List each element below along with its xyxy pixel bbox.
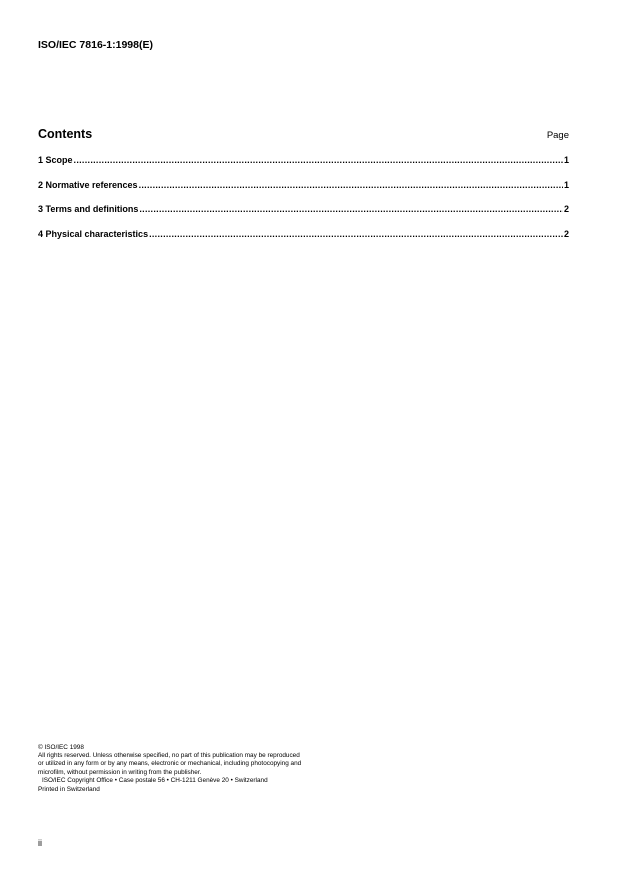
rights-statement: All rights reserved. Unless otherwise specified, no part of this publication may be reproduced (38, 752, 300, 760)
toc-entry-scope[interactable] (38, 155, 569, 180)
dot-leader (139, 204, 563, 214)
toc-entry-physical-characteristics[interactable] (38, 229, 569, 254)
rights-statement: microfilm, without permission in writing from the publisher. (38, 768, 202, 776)
printed-in: Printed in Switzerland (38, 786, 100, 794)
dot-leader (74, 155, 563, 165)
toc-entry-title: 2 Normative references (38, 179, 138, 190)
dot-leader (149, 229, 563, 239)
toc-entry-normative-references[interactable] (38, 180, 569, 205)
toc-entry-terms-and-definitions[interactable] (38, 204, 569, 229)
toc-entry-page: 1 (563, 179, 569, 190)
table-of-contents (38, 155, 569, 253)
toc-entry-title: 1 Scope (38, 155, 73, 165)
toc-entry-page: 1 (563, 155, 569, 165)
dot-leader (139, 180, 563, 190)
rights-statement: or utilized in any form or by any means, electronic or mechanical, including photocopying and (38, 760, 302, 768)
contents-heading: Contents (38, 127, 93, 141)
toc-entry-title: 4 Physical characteristics (38, 228, 149, 239)
page-number: ii (38, 838, 42, 848)
page-column-label: Page (546, 130, 569, 141)
copyright-line: © ISO/IEC 1998 (38, 744, 84, 751)
copyright-office-address: ISO/IEC Copyright Office • Case postale 56 • CH-1211 Genève 20 • Switzerland (42, 776, 268, 784)
toc-entry-title: 3 Terms and definitions (38, 204, 139, 214)
copyright-notice (38, 744, 301, 794)
document-id: ISO/IEC 7816-1:1998(E) (38, 39, 153, 51)
toc-entry-page: 2 (563, 228, 569, 239)
toc-entry-page: 2 (563, 204, 569, 214)
